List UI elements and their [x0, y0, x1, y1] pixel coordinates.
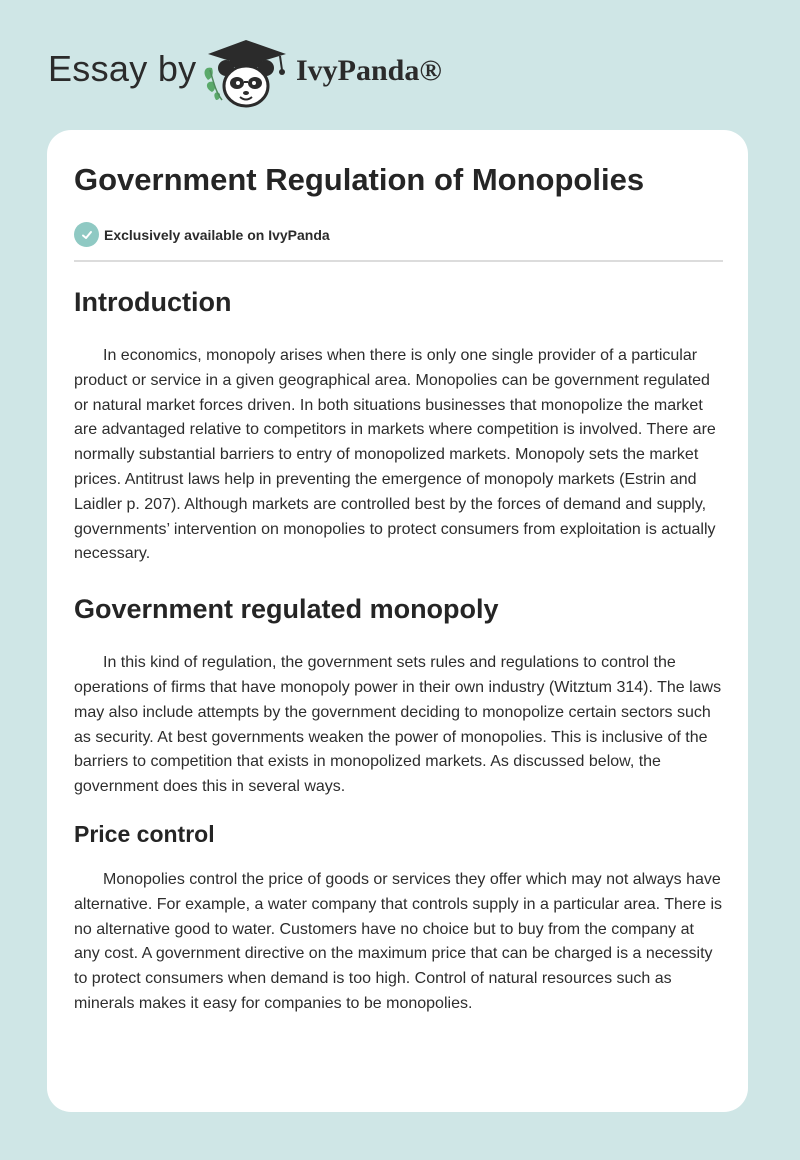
section-heading-government-regulated-monopoly: Government regulated monopoly — [74, 594, 499, 625]
page-title: Government Regulation of Monopolies — [74, 162, 645, 197]
section-paragraph-price-control: Monopolies control the price of goods or services they offer which may not always have alternative. For example, a water company that controls supply in a particular area. There is no alternative good to water. Customers have no choice but to buy from the company at any cost. A government directive on the maximum price that can be charged is a necessity to protect consumers when demand is too high. Control of natural resources such as minerals makes it easy for companies to be monopolies. — [74, 870, 723, 1012]
exclusive-badge — [74, 222, 330, 247]
section-paragraph-introduction: In economics, monopoly arises when there is only one single provider of a particular product or service in a given geographical area. Monopolies can be government regulated or natural market forces driven. In both situations businesses that monopolize the market are advantaged relative to competitors in markets where competition is involved. There are normally substantial barriers to entry of monopolized markets. Monopoly sets the market prices. Antitrust laws help in preventing the emergence of monopoly markets (Estrin and Laidler p. 207). Although markets are controlled best by the forces of demand and supply, governments’ intervention on monopolies to protect consumers from exploitation is actually necessary. — [74, 347, 716, 563]
section-paragraph-government-regulated-monopoly: In this kind of regulation, the government sets rules and regulations to control the operations of firms that have monopoly power in their own industry (Witztum 314). The laws may also include attempts by the government deciding to monopolize certain sectors such as security. At best governments weaken the power of monopolies. This is inclusive of the barriers to competition that exists in monopolized markets. As discussed below, the government does this in several ways. — [74, 654, 722, 796]
essay-content — [74, 280, 724, 1017]
section-heading-price-control: Price control — [74, 820, 215, 847]
panda-graduate-icon — [200, 34, 292, 110]
exclusive-badge-text: Exclusively available on IvyPanda — [104, 226, 330, 243]
section-heading-introduction: Introduction — [74, 287, 232, 317]
brand-prefix: Essay by — [48, 48, 197, 89]
essay-card — [47, 130, 748, 1112]
brand-name: IvyPanda® — [296, 54, 442, 87]
check-icon — [74, 222, 99, 247]
brand-header — [48, 30, 508, 110]
divider — [74, 260, 723, 262]
